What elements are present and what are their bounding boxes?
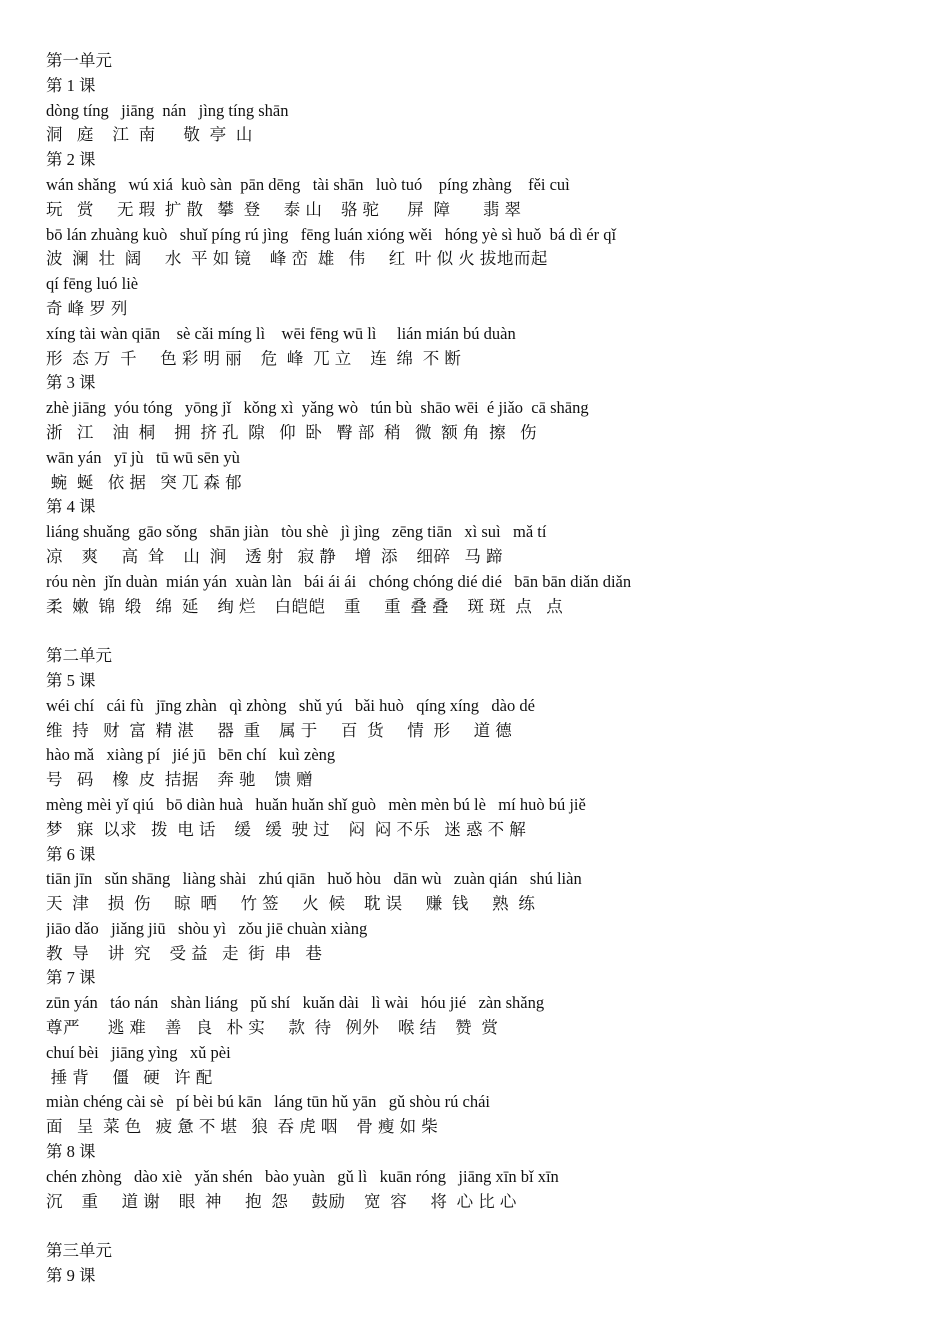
pinyin-line: miàn chéng cài sè pí bèi bú kān láng tūn hǔ yān gǔ shòu rú chái — [46, 1092, 491, 1112]
hanzi-line: 玩 赏 无 瑕 扩 散 攀 登 泰 山 骆 驼 屏 障 翡 翠 — [46, 199, 522, 219]
pinyin-line: zhè jiāng yóu tóng yōng jǐ kǒng xì yǎng wò tún bù shāo wēi é jiǎo cā shāng — [46, 398, 589, 418]
lesson-heading: 第 3 课 — [46, 373, 96, 393]
pinyin-line: hào mǎ xiàng pí jié jū bēn chí kuì zèng — [46, 745, 336, 765]
pinyin-line: qí fēng luó liè — [46, 274, 139, 294]
hanzi-line: 捶 背 僵 硬 许 配 — [46, 1067, 213, 1087]
lesson-heading: 第 4 课 — [46, 497, 96, 517]
pinyin-line: liáng shuǎng gāo sǒng shān jiàn tòu shè jì jìng zēng tiān xì suì mǎ tí — [46, 522, 547, 542]
hanzi-line: 柔 嫩 锦 缎 绵 延 绚 烂 白皑皑 重 重 叠 叠 斑 斑 点 点 — [46, 596, 564, 616]
lesson-heading: 第 1 课 — [46, 75, 96, 95]
lesson-heading: 第 5 课 — [46, 670, 96, 690]
pinyin-line: wán shǎng wú xiá kuò sàn pān dēng tài shān luò tuó píng zhàng fěi cuì — [46, 174, 570, 194]
document-body — [46, 49, 926, 1289]
lesson-heading: 第 8 课 — [46, 1142, 96, 1162]
unit-heading: 第三单元 — [46, 1241, 112, 1261]
pinyin-line: wān yán yī jù tū wū sēn yù — [46, 447, 240, 467]
hanzi-line: 尊严 逃 难 善 良 朴 实 款 待 例外 喉 结 赞 赏 — [46, 1018, 499, 1038]
lesson-heading: 第 6 课 — [46, 844, 96, 864]
pinyin-line: bō lán zhuàng kuò shuǐ píng rú jìng fēng luán xióng wěi hóng yè sì huǒ bá dì ér qǐ — [46, 224, 617, 244]
pinyin-line: tiān jīn sǔn shāng liàng shài zhú qiān huǒ hòu dān wù zuàn qián shú liàn — [46, 869, 582, 889]
hanzi-line: 浙 江 油 桐 拥 挤 孔 隙 仰 卧 臀 部 稍 微 额 角 擦 伤 — [46, 422, 537, 442]
pinyin-line: chén zhòng dào xiè yǎn shén bào yuàn gǔ lì kuān róng jiāng xīn bǐ xīn — [46, 1166, 559, 1186]
pinyin-line: jiāo dǎo jiǎng jiū shòu yì zǒu jiē chuàn xiàng — [46, 918, 368, 938]
hanzi-line: 面 呈 菜 色 疲 惫 不 堪 狼 吞 虎 咽 骨 瘦 如 柴 — [46, 1117, 439, 1137]
hanzi-line: 维 持 财 富 精 湛 器 重 属 于 百 货 情 形 道 德 — [46, 720, 513, 740]
hanzi-line: 凉 爽 高 耸 山 涧 透 射 寂 静 增 添 细碎 马 蹄 — [46, 546, 503, 566]
blank-line — [46, 1214, 926, 1239]
pinyin-line: xíng tài wàn qiān sè cǎi míng lì wēi fēng wū lì lián mián bú duàn — [46, 323, 516, 343]
pinyin-line: mèng mèi yǐ qiú bō diàn huà huǎn huǎn shǐ guò mèn mèn bú lè mí huò bú jiě — [46, 794, 586, 814]
unit-heading: 第二单元 — [46, 646, 112, 666]
blank-line — [46, 619, 926, 644]
pinyin-line: róu nèn jǐn duàn mián yán xuàn làn bái ái ái chóng chóng dié dié bān bān diǎn diǎn — [46, 571, 632, 591]
hanzi-line: 波 澜 壮 阔 水 平 如 镜 峰 峦 雄 伟 红 叶 似 火 拔地而起 — [46, 249, 548, 269]
lesson-heading: 第 7 课 — [46, 968, 96, 988]
hanzi-line: 奇 峰 罗 列 — [46, 298, 128, 318]
pinyin-line: wéi chí cái fù jīng zhàn qì zhòng shǔ yú bǎi huò qíng xíng dào dé — [46, 695, 535, 715]
hanzi-line: 梦 寐 以求 拨 电 话 缓 缓 驶 过 闷 闷 不乐 迷 惑 不 解 — [46, 819, 527, 839]
pinyin-line: dòng tíng jiāng nán jìng tíng shān — [46, 100, 289, 120]
hanzi-line: 号 码 橡 皮 拮据 奔 驰 馈 赠 — [46, 770, 314, 790]
hanzi-line: 沉 重 道 谢 眼 神 抱 怨 鼓励 宽 容 将 心 比 心 — [46, 1191, 517, 1211]
hanzi-line: 形 态 万 千 色 彩 明 丽 危 峰 兀 立 连 绵 不 断 — [46, 348, 462, 368]
hanzi-line: 蜿 蜒 依 据 突 兀 森 郁 — [46, 472, 243, 492]
lesson-heading: 第 9 课 — [46, 1266, 96, 1286]
pinyin-line: chuí bèi jiāng yìng xǔ pèi — [46, 1042, 231, 1062]
unit-heading: 第一单元 — [46, 51, 112, 70]
hanzi-line: 天 津 损 伤 晾 晒 竹 签 火 候 耽 误 赚 钱 熟 练 — [46, 894, 536, 914]
pinyin-line: zūn yán táo nán shàn liáng pǔ shí kuǎn dài lì wài hóu jié zàn shǎng — [46, 993, 545, 1013]
hanzi-line: 洞 庭 江 南 敬 亭 山 — [46, 125, 253, 145]
hanzi-line: 教 导 讲 究 受 益 走 街 串 巷 — [46, 943, 323, 963]
lesson-heading: 第 2 课 — [46, 150, 96, 170]
